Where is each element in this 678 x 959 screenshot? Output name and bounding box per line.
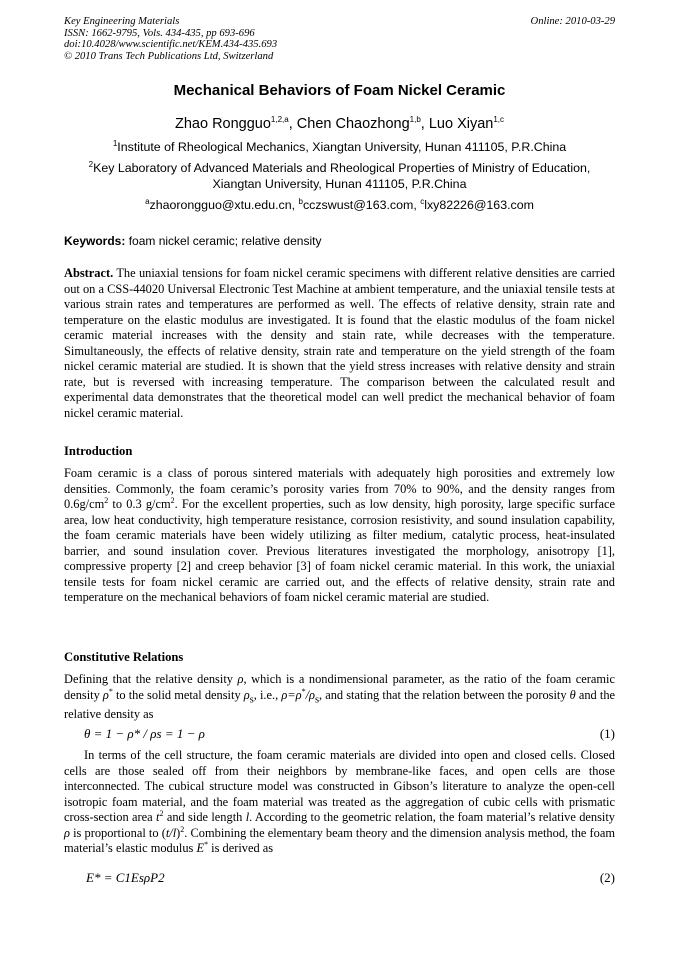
rho-star-sup: * [108,686,113,696]
affiliation-2 [64,160,615,192]
ratio-star: * [301,686,306,696]
abstract-label: Abstract. [64,266,114,280]
c2-text-a: In terms of the cell structure, the foam ceramic materials are divided into open and closed cells. Closed cells are those sealed off from their neighbors by membrane-like faces, and open cells are those interconnected. The cubical structure model was constructed in Gibson’s literature to analyze the open-cell isotropic foam material, and the foam material was treated as the aggregation of cubic cells with prismatic cross-section area [64,748,615,824]
author-3-sup: 1,c [493,115,505,125]
intro-text-1: Foam ceramic is a class of porous sintered materials with adequately high porosities and extremely low densities. Commonly, the foam ceramic’s porosity varies from 70% to 90%, and the density ranges from 0.6g/cm [64,466,615,511]
intro-text-3: . For the excellent properties, such as low density, high porosity, large specific surface area, low heat conductivity, high temperature resistance, corrosion resistivity, and sound insulation capability, the foam ceramic materials have been widely utilizing as filter medium, catalytic process, heat-insulated barrier, and sound insulation cover. Previous literatures investigated the morphology, anisotropy [1], compressive property [2] and creep behavior [3] of foam nickel ceramic material. In this work, the uniaxial tensile tests for foam nickel ceramic are carried out, and the effects of relative density, strain rate and temperature on the mechanical behaviors of foam nickel ceramic material are studied. [64,497,615,604]
ratio-expr-b: /ρ [305,687,315,702]
c2-text-e: ) [176,825,181,840]
c1-text-e: , and stating that the relation between the porosity [319,687,570,702]
equation-1-expr: θ = 1 − ρ* / ρs = 1 − ρ [84,726,205,741]
t-symbol: t [156,810,160,824]
email-b[interactable]: cczswust@163.com, [302,198,417,212]
c1-text-d: , i.e., [253,687,282,702]
equation-2-expr: E* = C1EsρP2 [86,870,165,885]
email-a[interactable]: zhaorongguo@xtu.edu.cn, [149,198,296,212]
email-c-sup: c [420,196,425,206]
author-1-sup: 1,2,a [270,115,289,125]
copyright-line: © 2010 Trans Tech Publications Ltd, Switzerland [64,50,274,62]
email-a-sup: a [145,196,150,206]
introduction-heading: Introduction [64,444,133,458]
l-symbol: l [245,810,250,824]
affiliation-1-sup: 1 [112,138,118,148]
online-date: Online: 2010-03-29 [530,16,615,27]
c2-text-d: is proportional to ( [69,825,166,840]
affiliation-2-line2: Xiangtan University, Hunan 411105, P.R.China [212,177,467,191]
email-list [64,197,615,213]
rho-s-symbol: ρ [243,687,250,702]
author-2: Chen Chaozhong [296,116,410,132]
constitutive-heading: Constitutive Relations [64,650,184,664]
rho-star-symbol: ρ [102,687,109,702]
introduction-paragraph [64,466,615,606]
email-c[interactable]: lxy82226@163.com [424,198,534,212]
intro-text-2: to 0.3 g/cm [108,497,171,511]
journal-header [64,16,615,62]
author-2-sup: 1,b [409,115,421,125]
keywords-label: Keywords: [64,234,126,248]
c1-text-f: and the relative density as [64,687,616,722]
affiliation-2-sup: 2 [88,159,94,169]
intro-sup-2: 2 [170,495,175,505]
c2-text-c: . According to the geometric relation, the foam material’s relative density [249,810,615,824]
issn-line: ISSN: 1662-9795, Vols. 434-435, pp 693-696 [64,27,255,39]
E-sup: * [204,839,209,849]
c1-text-a: Defining that the relative density [64,672,238,686]
keywords [64,234,615,248]
t-sup: 2 [159,808,164,818]
constitutive-paragraph-1 [64,672,615,723]
E-symbol: E [196,841,205,855]
author-1: Zhao Rongguo [174,116,271,132]
rho-symbol: ρ [237,672,244,686]
c1-text-c: to the solid metal density [112,687,244,702]
rho-s-sub: s [249,693,254,705]
ratio-expr: ρ=ρ [281,687,302,702]
equation-2-number: (2) [599,870,615,885]
affiliation-1-text: Institute of Rheological Mechanics, Xiangtan University, Hunan 411105, P.R.China [117,140,567,154]
constitutive-paragraph-2 [64,748,615,857]
doi-line: doi:10.4028/www.scientific.net/KEM.434-435.693 [64,39,278,50]
email-b-sup: b [298,196,303,206]
c2-text-b: and side length [163,810,246,824]
theta-symbol: θ [569,687,576,702]
ratio-sub: s [314,693,319,705]
affiliation-2-line1: Key Laboratory of Advanced Materials and Rheological Properties of Ministry of Education, [93,161,591,175]
rho-symbol-2: ρ [64,825,70,840]
abstract-text: The uniaxial tensions for foam nickel ceramic specimens with different relative densities are carried out on a CSS-44020 Universal Electronic Test Machine at ambient temperature, and the uniaxial tensile tests at various strain rates and temperatures are performed as well. The effects of relative density, strain rate and temperature on the elastic modulus are investigated. It is found that the elastic modulus of the foam nickel ceramic material increases with the density and stain rate, while decreases with the temperature. Simultaneously, the effects of relative density, strain rate and temperature on the yield strength of the foam nickel ceramic material are studied. It is shown that the yield stress increases with relative density and strain rate, but is reversed with increasing temperature. The comparison between the calculated result and experimental data demonstrates that the theoretical model can well predict the mechanical behavior of foam nickel ceramic material. [64,266,616,420]
paper-title: Mechanical Behaviors of Foam Nickel Ceramic [173,82,506,99]
c2-text-g: is derived as [208,841,274,855]
equation-1-number: (1) [599,726,615,741]
c1-text-b: , which is a nondimensional parameter, as the ratio of the foam ceramic density [64,672,615,702]
journal-name: Key Engineering Materials [64,16,180,27]
tl-sup: 2 [180,824,185,834]
t-over-l: t/l [165,825,177,840]
intro-sup-1: 2 [104,495,109,505]
abstract [64,266,615,421]
c2-text-f: . Combining the elementary beam theory and the dimension analysis method, the foam material’s elastic modulus [64,825,615,855]
author-list: Zhao Rongguo$^{1,2,a}$, Chen Chaozhong$^{1,b}$, Luo Xiyan$^{1,c}$ [174,115,505,132]
author-3: Luo Xiyan [428,116,494,132]
affiliation-1 [64,139,615,155]
keywords-text: foam nickel ceramic; relative density [128,234,322,248]
